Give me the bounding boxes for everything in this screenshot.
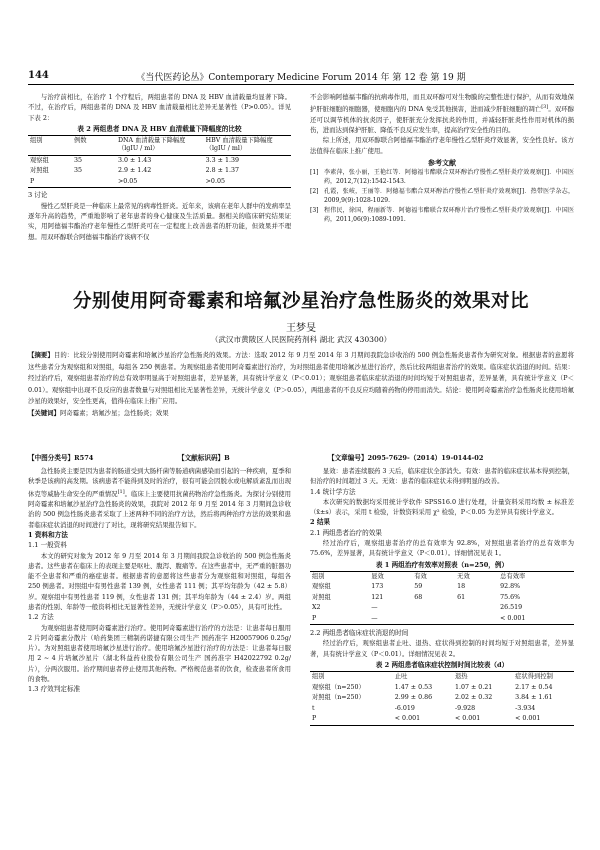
journal-title: 《当代医药论丛》Contemporary Medicine Forum 2014 年 第 12 卷 第 19 期 <box>136 73 466 83</box>
table-cell: >0.05 <box>204 177 291 188</box>
reference-text: 李素萍，张小丽，王艳红等．阿德福韦酯联合双环醇治疗慢性乙型肝炎疗效观察[J]．中国医药，2012,7(12):1542-1543. <box>324 168 574 186</box>
running-header <box>28 70 574 84</box>
table-cell: 92.8% <box>500 583 521 591</box>
table-cell: P <box>310 614 369 625</box>
table-header-cell: 无效 <box>455 571 498 582</box>
subsection-heading: 1.2 方法 <box>28 613 54 622</box>
subsection-heading: 1.3 疗效判定标准 <box>28 685 81 694</box>
table-cell: < 0.001 <box>498 614 574 625</box>
table-cell: 35 <box>72 155 116 166</box>
citation: [1] <box>117 488 125 495</box>
table-cell: 35 <box>74 167 83 175</box>
intro-text-a: 急性肠炎主要是因为患者的肠道受到大肠杆菌等肠道病菌感染而引起的一种疾病，夏季和秋季是该病的高发期。该病患者不能得到及时的治疗，很有可能会因脱水或电解质紊乱而出现休克等威胁生命安全的严重情况 <box>28 467 291 498</box>
table-row <box>310 714 574 725</box>
table-cell: 18 <box>457 583 466 591</box>
table-row <box>310 683 574 694</box>
reference-number: [2] <box>310 187 319 195</box>
table-cell: < 0.001 <box>513 714 574 725</box>
table-row <box>310 593 574 604</box>
table-header-cell: 例数 <box>72 135 116 155</box>
section-heading: 1 资料和方法 <box>28 530 68 539</box>
table-cell: 对照组 <box>30 167 49 175</box>
reference-number: [1] <box>310 168 319 176</box>
table-row <box>310 693 574 704</box>
table-cell: 68 <box>414 593 423 601</box>
table-cell: 2.17 ± 0.54 <box>515 683 553 691</box>
table-cell: 观察组（n=250） <box>312 683 365 691</box>
table-cell: 2.99 ± 0.86 <box>394 694 433 702</box>
prev-article-left-column <box>28 92 291 242</box>
article-right-column <box>310 466 574 726</box>
subsection-heading: 2.2 两组患者临床症状消退的时间 <box>310 629 409 638</box>
table-cell: 观察组 <box>28 155 72 166</box>
prev-article-right-column <box>310 92 574 224</box>
table-cell: >0.05 <box>116 177 204 188</box>
table-cell: 观察组 <box>312 583 331 591</box>
efficacy-table <box>310 571 574 626</box>
table-cell <box>455 614 498 625</box>
symptom-time-table <box>310 671 574 726</box>
general-data-text: 本文的研究对象为 2012 年 9 月至 2014 年 3 月期间我院急诊收治的 500 例急性肠炎患者。这些患者在临床上的表现主要是呕吐、腹泻、腹痛等。在这些患者中，无严重的脏器功能不全患者和严重的癌症患者。根据患者的意愿将这些患者分为观察组和对照组，每组各 250 例患者。对照组中有男性患者 139 例，女性患者 111 例；其平均年龄为（42 ± 5.8）岁。观察组中有男性患者 119 例，女性患者 131 例；其平均年龄为（44 ± 2.4）岁。两组患者的性别、年龄等一般资料相比无显著性差异，无统计学意义（P＞0.05），具有可比性。 <box>28 551 291 611</box>
table2-caption: 表 2 两组患者临床症状控制时间比较表（d） <box>375 661 509 670</box>
prev-right-text-a: 不会影响阿德福韦酯的抗病毒作用，而且双环醇可对生物膜的完整性进行保护，从而有效地保护肝脏细胞的细胞器，使细胞内的 DNA 免受其他损害，进而减少肝脏细胞的凋亡 <box>310 93 574 114</box>
header-rule <box>28 84 574 85</box>
table-cell: < 0.001 <box>453 714 513 725</box>
table-row <box>28 155 291 166</box>
subsection-heading: 2.1 两组患者治疗的效果 <box>310 528 382 537</box>
table-cell: 26.519 <box>500 604 523 612</box>
table-cell <box>72 177 116 188</box>
table-cell: t <box>312 704 315 712</box>
table-header-cell: 组别 <box>310 672 393 683</box>
table1-caption: 表 1 两组治疗有效率对照表（n=250，例） <box>375 560 509 569</box>
table-cell <box>455 603 498 614</box>
table-cell: X2 <box>312 604 321 612</box>
prev-right-text-b: 。双环醇还可以调节机体的抗炎因子，使肝脏充分发挥抗炎的作用，并减轻肝脏炎性作用对机体的损伤，进而达到保护肝脏、降低不良反应发生率，提高治疗安全性的目的。 <box>310 105 574 135</box>
subsection-heading: 1.4 统计学方法 <box>310 487 356 496</box>
table-cell: 对照组 <box>312 593 331 601</box>
table-cell: P <box>310 714 393 725</box>
table-cell: 2.9 ± 1.42 <box>118 167 152 175</box>
table-cell: P <box>28 177 72 188</box>
table-header-cell: 组别 <box>310 571 369 582</box>
keywords-text: 阿奇霉素；培氟沙星；急性肠炎；效果 <box>59 408 169 417</box>
table-header-cell: 症状得到控制 <box>513 672 574 683</box>
table-cell: — <box>369 614 412 625</box>
clc-number: 【中图分类号】R574 <box>28 454 94 462</box>
section-heading: 2 结果 <box>310 518 331 527</box>
reference-item <box>310 187 574 206</box>
table-header-cell: 总有效率 <box>498 571 574 582</box>
table-cell: 3.0 ± 1.43 <box>116 155 204 166</box>
prev-results-table <box>28 135 291 189</box>
table-cell: -3.934 <box>515 704 536 712</box>
subsection-heading: 1.1 一般资料 <box>28 541 67 550</box>
discussion-heading: 3 讨论 <box>28 191 48 200</box>
article-left-column <box>28 466 291 695</box>
table-row <box>28 177 291 188</box>
table-row <box>310 704 574 715</box>
table-header-cell: 组别 <box>28 135 72 155</box>
abstract-label: 【摘要】 <box>28 351 54 359</box>
table-cell: 2.02 ± 0.32 <box>454 694 493 702</box>
reference-item <box>310 168 574 187</box>
table-row <box>28 166 291 177</box>
article-author: 王梦旻 <box>286 323 316 334</box>
table-cell <box>412 614 455 625</box>
keywords <box>28 408 574 420</box>
prev-right-text <box>310 92 574 135</box>
table-cell <box>412 603 455 614</box>
table-cell: 3.84 ± 1.61 <box>515 694 553 702</box>
table-cell: 59 <box>414 583 423 591</box>
page-number: 144 <box>28 70 49 81</box>
table-header-row <box>310 571 574 582</box>
references-heading: 参考文献 <box>428 157 456 167</box>
table-cell: 1.07 ± 0.21 <box>454 683 493 691</box>
statistics-text: 本次研究的数据均采用统计学软件 SPSS16.0 进行处理，计量资料采用均数 ± 标准差（x̄±s）表示，采用 t 检验，计数资料采用 χ² 检验，P＜0.05 为差异具有统计学意义。 <box>310 497 574 517</box>
criteria-text: 显效：患者连续服药 3 天后，临床症状全部消失。有效：患者的临床症状基本得到控制，但治疗的时间超过 3 天。无效：患者的临床症状未得到明显的改善。 <box>310 467 574 486</box>
intro-text-b: 。临床上主要使用抗菌药物治疗急性肠炎。为探讨分别使用阿奇霉素和培氟沙星治疗急性肠炎的效果，我院对 2012 年 9 月至 2014 年 3 月期间急诊收治的 500 例急性肠炎患者采取了上述两种不同的治疗方法，然后将两种治疗方法的效果和患者临床症状消退的时间进行了对比，现将研究结果报告如下。 <box>28 489 292 529</box>
table-cell: 3.3 ± 1.39 <box>204 155 291 166</box>
conclusion-text: 综上所述，用双环醇联合阿德福韦酯治疗老年慢性乙型肝炎疗效显著，安全性良好。该方法值得在临床上推广使用。 <box>310 136 574 155</box>
table-cell: 173 <box>371 583 384 591</box>
table-cell: 121 <box>371 593 384 601</box>
table-row <box>310 603 574 614</box>
table-header-row <box>28 135 291 155</box>
table-cell: 1.47 ± 0.53 <box>394 683 433 691</box>
article-number: 【文章编号】2095-7629-（2014）19-0144-02 <box>328 454 484 462</box>
table-cell: 61 <box>457 593 466 601</box>
table-cell: 75.6% <box>500 593 521 601</box>
table-row <box>310 614 574 625</box>
table-header-cell: 显效 <box>369 571 412 582</box>
table-cell: -9.928 <box>454 704 476 712</box>
article-affiliation: （武汉市黄陂区人民医院药剂科 湖北 武汉 430300） <box>210 335 392 344</box>
table-cell: -6.019 <box>394 704 415 712</box>
reference-text: 程伟民，徐国，程丽新等．阿德福韦酯联合双环醇片治疗慢性乙型肝炎疗效观察[J]．中国医药，2011,06(9):1089-1091. <box>324 206 574 223</box>
abstract-block <box>28 350 574 420</box>
table-header-cell: 有效 <box>412 571 455 582</box>
keywords-label: 【关键词】 <box>28 408 60 417</box>
abstract-text: 目的：比较分别使用阿奇霉素和培氟沙星治疗急性肠炎的效果。方法：选取 2012 年 9 月至 2014 年 3 月期间我院急诊收治的 500 例急性肠炎患者作为研究对象。根据患者的意愿将这些患者分为观察组和对照组，每组各 250 例患者。为观察组患者使用阿奇霉素进行治疗，为对照组患者使用培氟沙星进行治疗，然后比较两组患者治疗的效果。临床症状消退的时间。结果：经过治疗后，观察组患者治疗的总有效率明显高于对照组患者，差异显著，具有统计学意义（P＜0.01）；观察组患者临床症状消退的时间均短于对照组患者，差异显著，具有统计学意义（P＜0.01）。观察组中出现不良反应的患者数量与对照组相比无显著性差异，无统计学意义（P＞0.05），两组患者的不良反应均随着药物的停用而消失。结论：使用阿奇霉素治疗急性肠炎比使用培氟沙星的效果好，安全性更高，值得在临床上推广应用。 <box>28 351 575 406</box>
reference-number: [3] <box>310 206 319 214</box>
table-row <box>310 582 574 593</box>
prev-results-text: 与治疗前相比，在治疗 1 个疗程后，两组患者的 DNA 及 HBV 血清载量均显著下降。不过，在治疗后，两组患者的 DNA 及 HBV 血清载量相比差异无显著性（P>0.05）。详见下表 2： <box>28 93 291 122</box>
document-code: 【文献标识码】B <box>178 454 230 462</box>
table-header-cell: 止吐 <box>393 672 453 683</box>
methods-text: 为观察组患者使用阿奇霉素进行治疗。使用阿奇霉素进行治疗的方法是：让患者每日服用 2 片阿奇霉素分散片（哈药集团三精制药诺捷有限公司生产 国药准字 H20057906 0.25g/ 片）。为对照组患者使用培氟沙星进行治疗。使用培氟沙星进行治疗的方法是：让患者每日服用 2 ~ 4 片培氟沙星片（湖北科益药业股份有限公司生产 国药准字 H42022792 0.2g/ 片），分两次服用。治疗期间患者停止使用其他药物。严格规范患者的饮食，检查患者所食用的食物。 <box>28 623 291 684</box>
article-title: 分别使用阿奇霉素和培氟沙星治疗急性肠炎的效果对比 <box>72 291 529 312</box>
abstract <box>28 350 574 408</box>
prev-table-caption: 表 2 两组患者 DNA 及 HBV 血清载量下降幅度的比较 <box>77 124 242 133</box>
table-cell: — <box>371 604 378 612</box>
efficacy-text: 经过治疗后，观察组患者治疗的总有效率为 92.8%，对照组患者治疗的总有效率为 75.6%，差异显著，具有统计学意义（P＜0.01）。详细情况见表 1。 <box>310 539 574 558</box>
citation: [3] <box>541 104 549 111</box>
table-cell: 2.8 ± 1.37 <box>205 167 239 175</box>
classification-row <box>28 452 574 464</box>
table-header-cell: HBV 血清载量下降幅度（lgIU / ml） <box>204 135 291 155</box>
table-header-cell: DNA 血清载量下降幅度（lgIU / ml） <box>116 135 204 155</box>
symptom-time-text: 经过治疗后，观察组患者止吐、退热、症状得到控制的时间均短于对照组患者，差异显著，具有统计学意义（P＜0.01）。详细情况见表 2。 <box>310 639 574 658</box>
table-header-cell: 退热 <box>453 672 513 683</box>
table-cell: 对照组（n=250） <box>312 694 365 702</box>
reference-text: 孔霞，张岐，王丽等．阿德福韦酯合双环醇治疗慢性乙型肝炎疗效观察[J]．热带医学杂志，2009,9(9):1028-1029. <box>324 187 574 205</box>
reference-item <box>310 206 574 225</box>
discussion-text: 慢性乙型肝炎是一种临床上最常见的病毒性肝炎。近年来，该病在老年人群中的发病率呈逐年升高的趋势，严重地影响了老年患者的身心健康及生活质量。据相关的临床研究结果证实，用阿德福韦酯治疗老年慢性乙型肝炎可在一定程度上改善患者的肝功能，但效果并不理想。用双环醇联合阿德福韦酯治疗该病不仅 <box>28 201 291 241</box>
table-cell: < 0.001 <box>393 714 453 725</box>
table-header-row <box>310 672 574 683</box>
intro-text <box>28 466 291 530</box>
